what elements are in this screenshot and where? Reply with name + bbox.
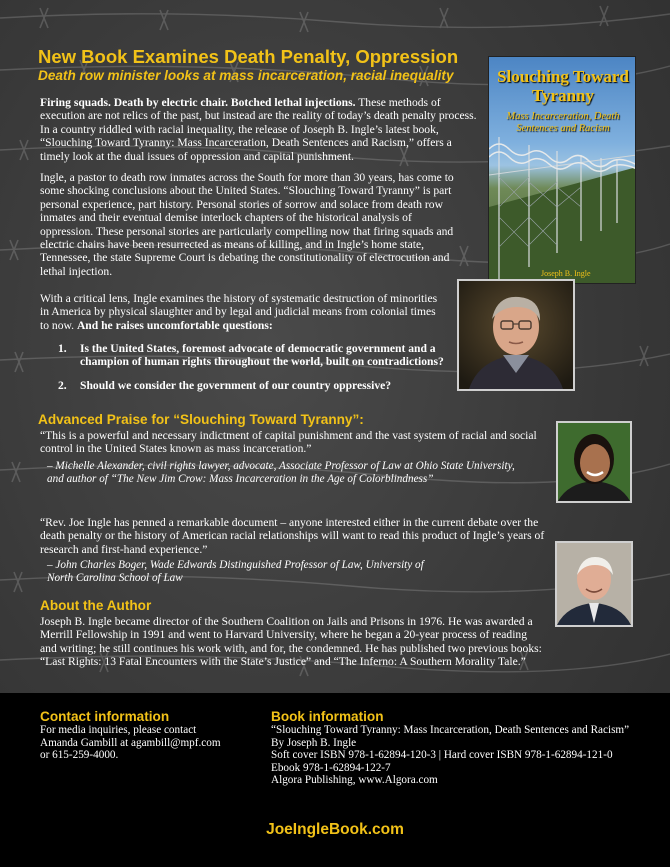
footer bbox=[0, 693, 670, 867]
about-author-heading: About the Author bbox=[40, 598, 152, 613]
question-number: 2. bbox=[58, 378, 67, 392]
intro-paragraph bbox=[40, 96, 480, 163]
contact-line: or 615-259-4000. bbox=[40, 749, 119, 762]
book-cover-title: Slouching Toward Tyranny bbox=[497, 67, 629, 105]
question-text: Should we consider the government of our country oppressive? bbox=[80, 378, 392, 392]
intro-text: These methods of execution are not relics of the past, but instead are the reality of today’s death penalty process. In a country riddled with racial inequality, the release of Joseph B. Ingle’s latest book, “Slouching Toward Tyranny: Mass Incarceration, Death Sentences and Racism,” offers a timely look at the dual issues of oppression and capital punishment. bbox=[40, 96, 477, 163]
question-item bbox=[58, 342, 448, 369]
reviewer-portrait-illustration bbox=[557, 543, 631, 625]
author-photo bbox=[457, 279, 575, 391]
book-cover-subtitle: Mass Incarceration, Death Sentences and Racism bbox=[506, 111, 620, 134]
reviewer-portrait-illustration bbox=[558, 423, 630, 501]
author-portrait-illustration bbox=[459, 281, 573, 389]
book-info-line: By Joseph B. Ingle bbox=[271, 736, 357, 749]
body-paragraph-2: Ingle, a pastor to death row inmates across the South for more than 30 years, has come to some shocking conclusions about the United States. “Slouching Toward Tyranny” is part personal experience, part history. Personal stories of sorrow and solace from death row inmates and their eventual demise interlock chapters of the historical analysis of oppression. These personal stories are particularly compelling now that firing squads and electric chairs have been resurrected as means of killing, and in Ingle’s home state, Tennessee, the state Supreme Court is debating the constitutionality of electrocution and lethal injection. bbox=[40, 171, 454, 278]
paragraph-3-text: With a critical lens, Ingle examines the history of systematic destruction of minorities in America by physical slaughter and by legal and judicial means from colonial times to now. bbox=[40, 292, 438, 332]
book-info-line: “Slouching Toward Tyranny: Mass Incarceration, Death Sentences and Racism” bbox=[271, 724, 630, 736]
book-information bbox=[271, 709, 651, 787]
praise-attribution-2: – John Charles Boger, Wade Edwards Distinguished Professor of Law, University of North Carolina School of Law bbox=[47, 559, 424, 585]
body-paragraph-3 bbox=[40, 292, 445, 332]
praise-quote-2: “Rev. Joe Ingle has penned a remarkable document – anyone interested either in the current debate over the death penalty or the history of American racial relationships will want to read this product of Ingle’s years of research and first-hand experience.” bbox=[40, 516, 545, 556]
contact-line: Amanda Gambill at agambill@mpf.com bbox=[40, 736, 221, 749]
praise-quote-1: “This is a powerful and necessary indictment of capital punishment and the vast system of racial and social control in the United States known as mass incarceration.” bbox=[40, 429, 537, 456]
questions-list bbox=[58, 342, 448, 402]
book-info-line: Soft cover ISBN 978-1-62894-120-3 | Hard cover ISBN 978-1-62894-121-0 bbox=[271, 749, 613, 762]
question-item bbox=[58, 379, 448, 392]
article-subtitle: Death row minister looks at mass incarceration, racial inequality bbox=[38, 68, 454, 83]
contact-line: For media inquiries, please contact bbox=[40, 724, 197, 736]
about-author-text: Joseph B. Ingle became director of the Southern Coalition on Jails and Prisons in 1976. He was awarded a Merrill Fellowship in 1991 and went to Harvard University, where he began a 20-year process of reading and writing; he still continues his work with, and for, the condemned. He has published two previous books: “Last Rights: 13 Fatal Encounters with the State’s Justice” and “The Inferno: A Southern Morality Tale.” bbox=[40, 615, 542, 669]
contact-heading: Contact information bbox=[40, 709, 170, 724]
praise-heading: Advanced Praise for “Slouching Toward Tyranny”: bbox=[38, 412, 364, 427]
book-info-line: Ebook 978-1-62894-122-7 bbox=[271, 761, 391, 774]
book-cover-author: Joseph B. Ingle bbox=[541, 269, 591, 278]
question-text: Is the United States, foremost advocate of democratic government and a champion of human rights throughout the world, built on contradictions? bbox=[80, 342, 444, 369]
contact-information bbox=[40, 709, 240, 762]
praise-attribution-1: – Michelle Alexander, civil rights lawyer, advocate, Associate Professor of Law at Ohio State University, and author of “The New Jim Crow: Mass Incarceration in the Age of Colorblindness” bbox=[47, 460, 515, 486]
paragraph-3-bold-text: And he raises uncomfortable questions: bbox=[76, 318, 273, 332]
john-boger-photo bbox=[555, 541, 633, 627]
article-title: New Book Examines Death Penalty, Oppression bbox=[38, 46, 459, 67]
intro-bold-text: Firing squads. Death by electric chair. Botched lethal injections. bbox=[40, 96, 356, 109]
book-info-heading: Book information bbox=[271, 709, 384, 724]
website-link[interactable]: JoeIngleBook.com bbox=[266, 821, 404, 838]
question-number: 1. bbox=[58, 342, 67, 355]
book-cover-image bbox=[488, 56, 636, 284]
article-header bbox=[38, 46, 468, 84]
michelle-alexander-photo bbox=[556, 421, 632, 503]
book-info-line: Algora Publishing, www.Algora.com bbox=[271, 774, 438, 787]
